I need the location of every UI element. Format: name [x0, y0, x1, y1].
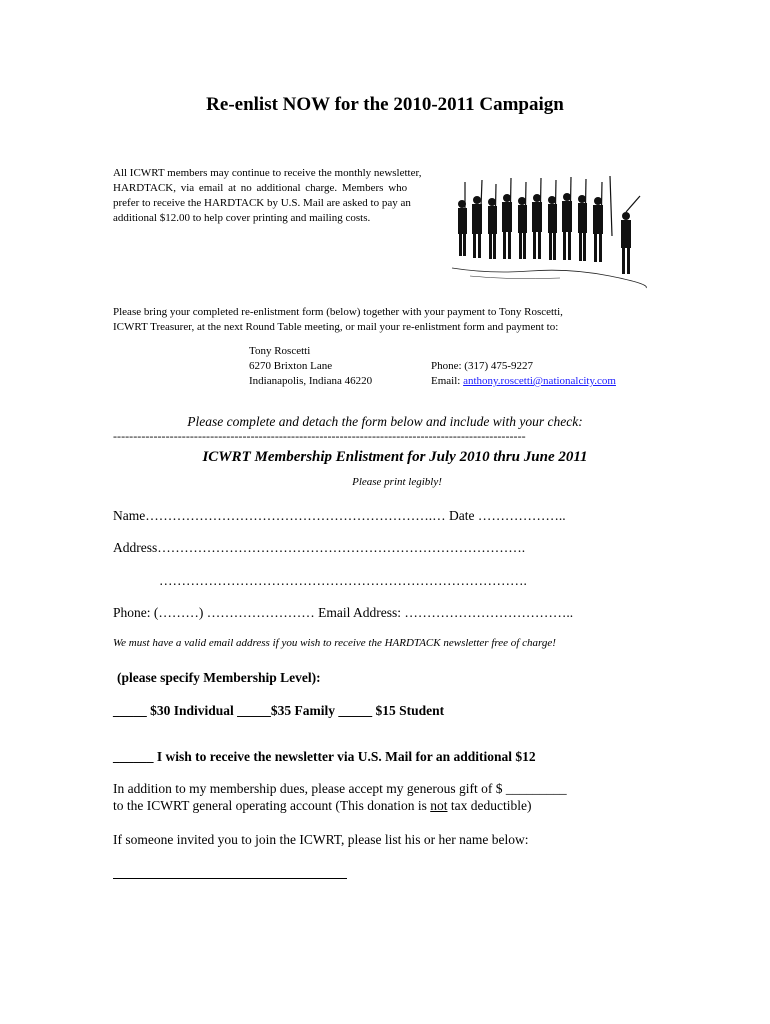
- instructions-paragraph: [113, 305, 633, 335]
- soldiers-sketch: [450, 176, 648, 298]
- mail-newsletter-option[interactable]: ______ I wish to receive the newsletter via U.S. Mail for an additional $12: [113, 749, 536, 764]
- phone-number: Phone: (317) 475-9227: [431, 360, 534, 372]
- email-link[interactable]: anthony.roscetti@nationalcity.com: [463, 375, 616, 387]
- instructions-line: Please bring your completed re-enlistment form (below) together with your payment to Tony Roscetti,: [113, 306, 563, 318]
- intro-line: prefer to receive the HARDTACK by U.S. Mail are asked to pay an: [113, 197, 411, 209]
- treasurer-name: Tony Roscetti: [249, 345, 311, 357]
- form-title: ICWRT Membership Enlistment for July 2010 thru June 2011: [202, 449, 588, 465]
- email-label: Email:: [431, 375, 464, 387]
- instructions-line: ICWRT Treasurer, at the next Round Table meeting, or mail your re-enlistment form and payment to:: [113, 321, 559, 333]
- mailing-address: [249, 344, 372, 389]
- intro-line: All ICWRT members may continue to receive the monthly newsletter,: [113, 167, 422, 179]
- phone-email-field[interactable]: Phone: (………) …………………… Email Address: ………………………………..: [113, 605, 574, 620]
- form-subtitle: Please print legibly!: [352, 476, 442, 488]
- referral-name-line[interactable]: [113, 878, 347, 879]
- gift-line-2: [113, 798, 531, 814]
- address-field-line2[interactable]: ……………………………………………………………………….: [159, 573, 527, 588]
- page-title: Re-enlist NOW for the 2010-2011 Campaign: [206, 94, 564, 115]
- gift-text-end: tax deductible): [447, 798, 532, 813]
- membership-level-heading: (please specify Membership Level):: [117, 670, 321, 685]
- contact-info: [431, 359, 616, 389]
- name-date-field[interactable]: Name……………………………………………………….… Date ………………..: [113, 508, 566, 523]
- address-field[interactable]: Address……………………………………………………………………….: [113, 540, 526, 555]
- street-address: 6270 Brixton Lane: [249, 360, 333, 372]
- intro-paragraph: [113, 166, 433, 226]
- city-state-zip: Indianapolis, Indiana 46220: [249, 375, 373, 387]
- gift-text: to the ICWRT general operating account (This donation is: [113, 798, 431, 813]
- cut-line: ------------------------------------------------------------------------------------------------------: [113, 429, 526, 443]
- detach-instruction: Please complete and detach the form below and include with your check:: [187, 414, 583, 429]
- email-row: [431, 374, 616, 389]
- intro-line: additional $12.00 to help cover printing and mailing costs.: [113, 212, 371, 224]
- intro-line: HARDTACK, via email at no additional charge. Members who: [113, 182, 408, 194]
- civil-war-soldiers-illustration: [450, 176, 648, 298]
- gift-line[interactable]: In addition to my membership dues, please accept my generous gift of $ _________: [113, 781, 567, 796]
- referral-prompt: If someone invited you to join the ICWRT, please list his or her name below:: [113, 832, 529, 847]
- membership-level-options[interactable]: _____ $30 Individual _____$35 Family _____ $15 Student: [113, 703, 445, 718]
- email-warning: We must have a valid email address if you wish to receive the HARDTACK newsletter free of charge!: [113, 637, 556, 649]
- not-emphasis: not: [430, 798, 448, 813]
